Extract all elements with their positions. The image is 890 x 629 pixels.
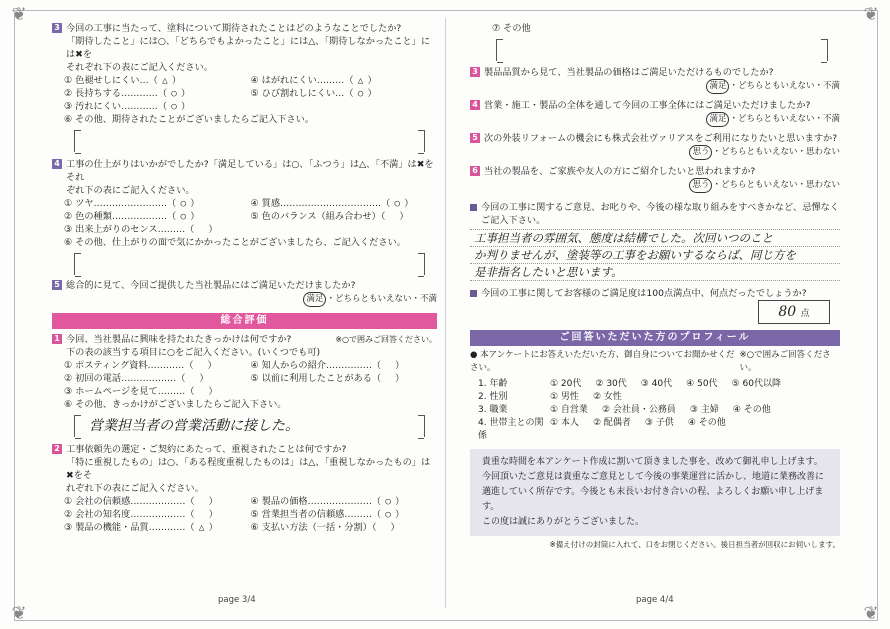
intro-text: 本アンケートにお答えいただいた方、御自身についてお聞かせください。 [470, 350, 735, 373]
question-text: 工事依頼先の選定・ご契約にあたって、重視されたことは何ですか? [66, 444, 347, 455]
paren-open: （ [167, 211, 177, 222]
question-text: 当社の製品を、ご家族や友人の方にご紹介したいと思われますか? [484, 166, 756, 177]
option-label: ④ はがれにくい……… [250, 75, 345, 86]
selected-choice[interactable]: 満足 [303, 292, 326, 307]
profile-option[interactable]: ① 男性 [550, 392, 579, 402]
other-prompt: ⑥ その他、きっかけがございましたらご記入下さい。 [64, 399, 287, 410]
question-4 [52, 158, 437, 197]
other-prompt: ⑥ その他、期待されたことがございましたらご記入下さい。 [64, 114, 315, 125]
option-answer[interactable] [377, 521, 391, 534]
profile-intro [470, 349, 840, 375]
profile-title: ご回答いただいた方のプロフィール [470, 330, 840, 346]
other-prompt: ⑦ その他 [492, 23, 531, 34]
paren-close: ） [208, 386, 218, 397]
question-text: 次の外装リフォームの機会にも株式会社ヴァリアスをご利用になりたいと思いますか? [484, 133, 838, 144]
paren-open: （ [184, 360, 194, 371]
option-answer[interactable]: ○ [357, 88, 364, 99]
option-item [251, 359, 438, 372]
thank-you-box [470, 449, 840, 536]
option-label: ① 色褪せしにくい… [64, 75, 149, 86]
option-item [64, 385, 251, 398]
question-number: 3 [470, 67, 480, 77]
section-question-2 [52, 443, 437, 495]
instruction-note: ※○で囲みご回答ください。 [739, 350, 831, 373]
question-text: それぞれ下の表にご記入ください。 [66, 62, 213, 73]
option-answer[interactable]: △ [198, 522, 205, 533]
question-text: 今回、当社製品に興味を持たれたきっかけは何ですか? [66, 334, 292, 345]
paren-close: ） [395, 360, 405, 371]
profile-rows [478, 378, 840, 443]
handwritten-line: 工事担当者の雰囲気、態度は結構でした。次回いつのこと [470, 230, 840, 247]
question-number: 3 [52, 23, 62, 33]
handwritten-line: 是非指名したいと思います。 [470, 264, 840, 281]
option-label: ② 会社の知名度……………… [64, 509, 186, 520]
option-label: ④ 知人からの紹介…………… [250, 360, 372, 371]
option-label: ⑤ ひび割れしにくい… [250, 88, 345, 99]
paren-open: （ [185, 522, 195, 533]
paren-open: （ [176, 373, 186, 384]
paren-open: （ [185, 509, 195, 520]
paren-open: （ [344, 75, 354, 86]
profile-row [478, 378, 840, 391]
profile-option[interactable]: ① 20代 [550, 379, 582, 389]
other-choices: ・どちらともいえない・思わない [712, 147, 840, 157]
rating-choices[interactable] [52, 292, 437, 307]
paren-close: ） [190, 211, 200, 222]
option-label: ③ 製品の機能・品質………… [64, 522, 186, 533]
option-answer[interactable] [381, 359, 395, 372]
question-text: 下の表の該当する項目に○をご記入ください。(いくつでも可) [66, 347, 321, 358]
instruction-note: ※○で囲みご回答ください。 [335, 335, 437, 344]
question-text: ぞれ下の表にご記入ください。 [66, 185, 195, 196]
profile-option[interactable]: ④ その他 [687, 418, 726, 428]
question-text: 「特に重視したもの」は○、「ある程度重視したものは」は△、「重視しなかったもの」は✖をそ [66, 457, 431, 481]
corner-ornament-icon: ❦ [863, 603, 879, 624]
other-choices: ・どちらともいえない・不満 [729, 81, 840, 91]
option-item [251, 87, 438, 100]
option-label: ② 長持ちする………… [64, 88, 158, 99]
prompt-text: 今回の工事に関するご意見、お叱りや、今後の様な取り組みをすべきかなど、忌憚なく [481, 202, 839, 213]
option-answer[interactable]: ○ [171, 88, 177, 99]
option-answer[interactable]: ○ [180, 198, 186, 209]
question-number: 4 [470, 100, 480, 110]
option-label: ③ 汚れにくい………… [64, 101, 158, 112]
paren-close: ） [171, 75, 182, 86]
profile-label: 4. 世帯主との関係 [478, 418, 544, 441]
selected-choice[interactable]: 思う [689, 145, 712, 160]
square-bullet-icon [470, 290, 477, 297]
option-item [251, 495, 438, 508]
thanks-line: この度は誠にありがとうございました。 [482, 517, 645, 527]
profile-label: 1. 年齢 [478, 379, 508, 389]
free-text-box[interactable] [74, 130, 425, 152]
paren-close: ） [208, 496, 218, 507]
profile-label: 2. 性別 [478, 392, 508, 402]
option-item [64, 359, 251, 372]
option-item [64, 100, 251, 113]
question-number: 2 [52, 444, 62, 454]
option-item [64, 197, 251, 210]
other-choices: ・どちらともいえない・不満 [326, 294, 437, 304]
thanks-line: 今回頂いたご意見は貴重なご意見として今後の事業運営に活かし、地道に業務改善に [482, 472, 825, 482]
option-item [251, 372, 438, 385]
option-item [64, 508, 251, 521]
free-text-box[interactable] [74, 415, 425, 437]
paren-open: （ [148, 75, 158, 86]
handwritten-line: か判りませんが、塗装等の工事をお願いするならば、同じ方を [470, 247, 840, 264]
score-value: 80 [778, 304, 797, 320]
corner-ornament-icon: ❦ [863, 4, 879, 25]
paren-close: ） [395, 509, 405, 520]
other-prompt: ⑥ その他、仕上がりの面で気にかかったことがございましたら、ご記入ください。 [64, 237, 406, 248]
paren-close: ） [181, 101, 191, 112]
paren-close: ） [395, 373, 405, 384]
option-answer[interactable] [185, 372, 199, 385]
question-6 [470, 165, 840, 178]
section-question-1 [52, 333, 437, 359]
question-text: 総合的に見て、今回ご提供した当社製品にはご満足いただけましたか? [66, 280, 356, 291]
option-answer[interactable]: ○ [385, 496, 391, 507]
paren-open: （ [380, 211, 386, 222]
other-choices: ・どちらともいえない・思わない [712, 180, 840, 190]
option-label: ⑤ 営業担当者の信頼感……… [250, 509, 372, 520]
question-text: れぞれ下の表にご記入ください。 [66, 483, 204, 494]
option-answer[interactable] [194, 359, 208, 372]
option-answer[interactable] [195, 508, 209, 521]
option-answer[interactable] [194, 385, 208, 398]
selected-choice[interactable]: 思う [689, 178, 712, 193]
option-item [64, 210, 251, 223]
option-grid [64, 74, 437, 113]
paren-close: ） [199, 373, 209, 384]
paren-open: （ [157, 88, 168, 99]
paren-open: （ [371, 509, 382, 520]
paren-close: ） [190, 198, 200, 209]
question-5 [470, 132, 840, 145]
profile-option[interactable]: ② 30代 [595, 379, 627, 389]
profile-option[interactable]: ④ 50代 [686, 379, 718, 389]
option-answer[interactable] [194, 223, 208, 236]
question-text: 「期待したこと」には○、「どちらでもよかったこと」には△、「期待しなかったこと」には✖を [66, 36, 431, 60]
paren-close: ） [208, 224, 218, 235]
profile-option[interactable]: ③ 子供 [644, 418, 674, 428]
paren-open: （ [381, 198, 391, 209]
profile-label: 3. 職業 [478, 405, 508, 415]
rating-choices[interactable] [470, 112, 840, 127]
option-grid [64, 197, 437, 236]
paren-close: ） [207, 360, 217, 371]
question-number: 6 [470, 166, 480, 176]
page-number: page 4/4 [636, 595, 674, 605]
corner-ornament-icon: ❦ [11, 4, 27, 25]
score-box[interactable] [758, 300, 830, 324]
option-item [64, 372, 251, 385]
profile-row [478, 417, 840, 443]
other-choices: ・どちらともいえない・不満 [729, 114, 840, 124]
option-answer[interactable]: ○ [385, 509, 391, 520]
option-item [251, 197, 438, 210]
option-label: ③ 出来上がりのセンス……… [64, 224, 186, 235]
question-3 [470, 66, 840, 79]
profile-option[interactable]: ① 本人 [550, 418, 579, 428]
option-label: ① 会社の信頼感……………… [64, 496, 186, 507]
profile-row [478, 404, 840, 417]
question-4 [470, 99, 840, 112]
opinion-prompt [470, 201, 840, 230]
option-answer[interactable]: △ [357, 75, 364, 86]
question-text: 製品品質から見て、当社製品の価格はご満足いただけるものでしたか? [484, 67, 774, 78]
free-text-box[interactable] [74, 253, 425, 275]
selected-choice[interactable]: 満足 [706, 79, 729, 94]
page-4 [470, 22, 840, 551]
paren-open: （ [371, 522, 377, 533]
paren-close: ） [208, 509, 218, 520]
profile-row [478, 391, 840, 404]
footnote: ※備え付けの封筒に入れて、口をお閉じください。後日担当者が回収にお伺いします。 [549, 540, 840, 549]
profile-option[interactable]: ③ 40代 [640, 379, 673, 389]
option-label: ① ポスティング資料………… [64, 360, 185, 371]
option-label: ① ツヤ…………………… [64, 198, 168, 209]
option-item [64, 495, 251, 508]
paren-open: （ [185, 496, 195, 507]
profile-option[interactable]: ② 配偶者 [592, 418, 631, 428]
option-item [251, 508, 438, 521]
prompt-text: ご記入下さい。 [481, 215, 546, 226]
option-label: ⑤ 以前に利用したことがある [250, 373, 372, 384]
option-label: ④ 質感…………………………… [250, 198, 382, 209]
bullet-icon: ● [470, 350, 478, 360]
option-item [251, 521, 438, 534]
profile-option[interactable]: ④ その他 [732, 405, 771, 415]
question-number: 4 [52, 159, 62, 169]
option-grid [64, 495, 437, 534]
corner-ornament-icon: ❦ [11, 603, 27, 624]
profile-option[interactable]: ② 女性 [592, 392, 622, 402]
page-divider [445, 18, 446, 608]
paren-close: ） [399, 211, 409, 222]
question-number: 5 [52, 280, 62, 290]
paren-close: ） [404, 198, 414, 209]
paren-close: ） [367, 88, 377, 99]
paren-open: （ [371, 496, 382, 507]
page-number: page 3/4 [218, 595, 256, 605]
square-bullet-icon [470, 204, 477, 211]
option-answer[interactable]: ○ [394, 198, 401, 209]
option-item [251, 74, 438, 87]
question-text: 工事の仕上がりはいかがでしたか?「満足している」は○、「ふつう」は△、「不満」は✖をそれ [66, 159, 434, 183]
option-item [64, 87, 251, 100]
option-answer[interactable] [385, 210, 399, 223]
paren-close: ） [208, 522, 218, 533]
paren-close: ） [181, 88, 191, 99]
paren-close: ） [390, 522, 400, 533]
right-questions [470, 66, 840, 193]
paren-open: （ [185, 224, 195, 235]
opinion-answer[interactable] [470, 230, 840, 281]
profile-option[interactable]: ① 自営業 [550, 405, 588, 415]
option-item [251, 210, 438, 223]
selected-choice[interactable]: 満足 [706, 112, 729, 127]
question-text: 営業・施工・製品の全体を通して今回の工事全体にはご満足いただけましたか? [484, 100, 811, 111]
option-answer[interactable] [195, 495, 209, 508]
question-3 [52, 22, 437, 74]
paren-open: （ [371, 373, 382, 384]
option-label: ② 色の種類……………… [64, 211, 168, 222]
free-text-box[interactable] [496, 39, 828, 61]
paren-open: （ [344, 88, 354, 99]
rating-choices[interactable] [470, 79, 840, 94]
option-label: ③ ホームページを見て……… [64, 386, 186, 397]
paren-close: ） [367, 75, 377, 86]
rating-choices[interactable] [470, 178, 840, 193]
option-grid [64, 359, 437, 398]
paren-open: （ [185, 386, 195, 397]
option-item [64, 521, 251, 534]
paren-open: （ [157, 101, 168, 112]
option-label: ④ 製品の価格………………… [250, 496, 372, 507]
option-answer[interactable]: ○ [180, 211, 186, 222]
question-number: 5 [470, 133, 480, 143]
handwritten-answer: 営業担当者の営業活動に接した。 [89, 418, 299, 434]
question-number: 1 [52, 334, 62, 344]
option-answer[interactable] [381, 372, 395, 385]
option-item [64, 74, 251, 87]
paren-open: （ [371, 360, 382, 371]
rating-choices[interactable] [470, 145, 840, 160]
paren-close: ） [395, 496, 405, 507]
score-unit: 点 [800, 309, 810, 319]
option-label: ⑤ 色のバランス（組み合わせ） [250, 211, 381, 222]
option-answer[interactable]: △ [162, 75, 168, 86]
question-5 [52, 279, 437, 292]
profile-option[interactable]: ③ 主婦 [689, 405, 719, 415]
option-label: ② 初回の電話……………… [64, 373, 177, 384]
option-answer[interactable]: ○ [171, 101, 177, 112]
section-title: 総合評価 [52, 313, 437, 329]
score-prompt [470, 287, 840, 300]
paren-open: （ [167, 198, 177, 209]
thanks-line: 邁進していく所存です。今後とも末長いお付き合いの程、よろしくお願い申し上げます。 [482, 487, 824, 512]
thanks-line: 貴重な時間を本アンケート作成に割いて頂きました事を、改めて御礼申し上げます。 [482, 457, 823, 467]
question-text: 今回の工事に当たって、塗料について期待されたことはどのようなことでしたか? [66, 23, 402, 34]
profile-option[interactable]: ② 会社員・公務員 [601, 405, 676, 415]
option-item [64, 223, 251, 236]
page-3 [52, 22, 437, 534]
prompt-text: 今回の工事に関してお客様のご満足度は100点満点中、何点だったでしょうか? [481, 288, 807, 299]
profile-option[interactable]: ⑤ 60代以降 [731, 379, 781, 389]
option-label: ⑥ 支払い方法（一括・分割） [250, 522, 372, 533]
